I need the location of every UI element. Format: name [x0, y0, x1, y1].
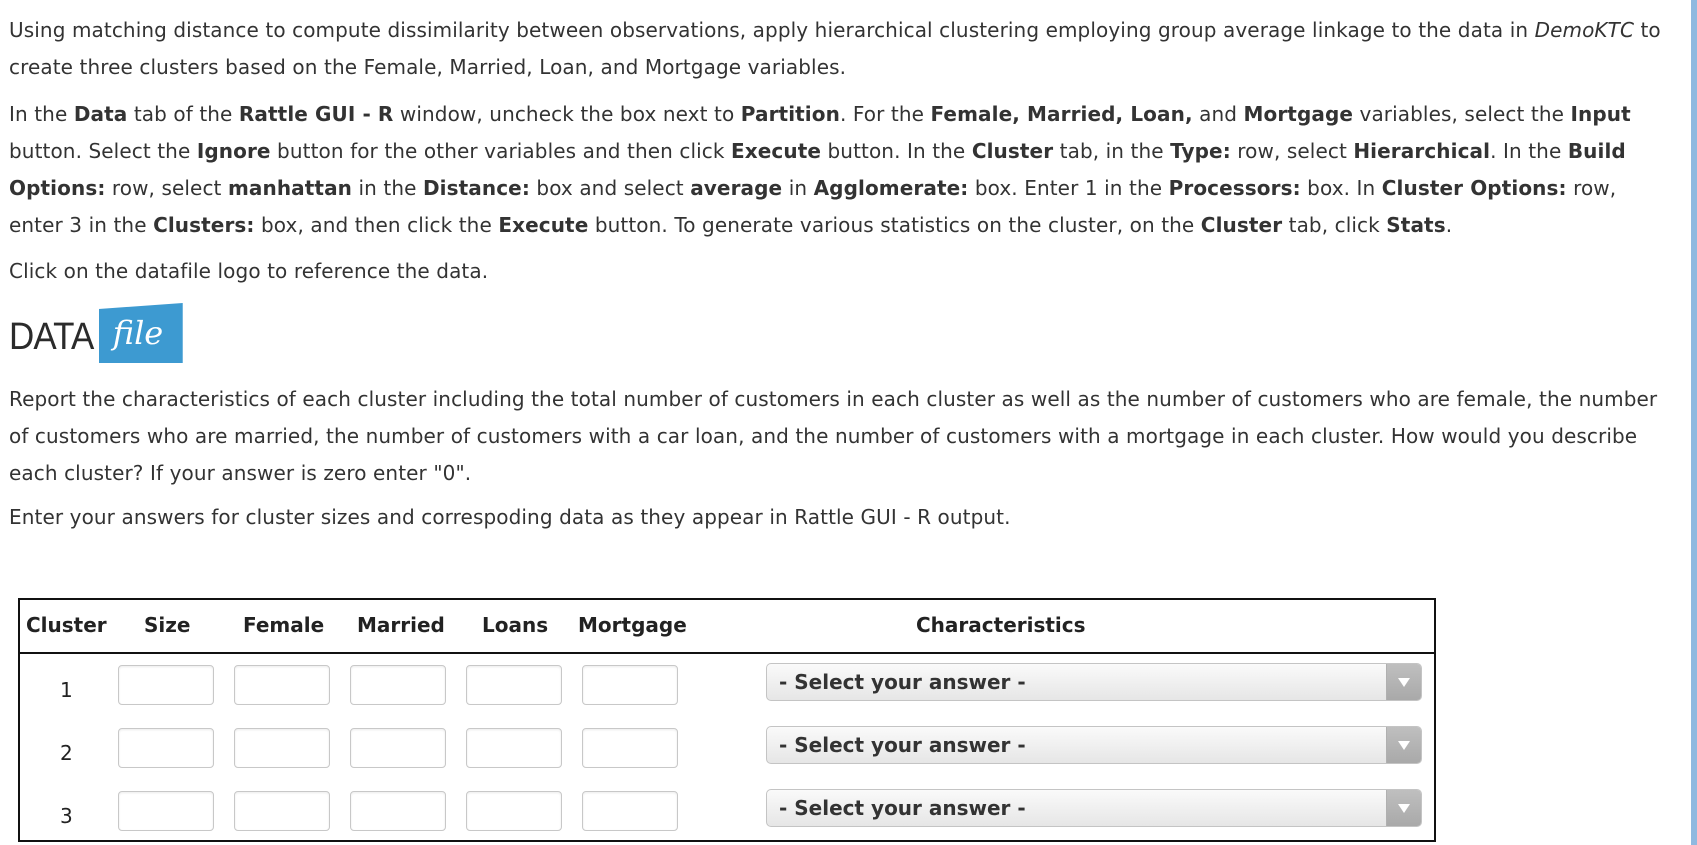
female-input[interactable]	[234, 728, 330, 768]
report-question: Report the characteristics of each cluster including the total number of customers in each cluster as well as the number of customers who are female, the number of customers who are married, the number of customers with a car loan, and the number of customers with a mortgage in each cluster. How would you describe each cluster? If your answer is zero enter "0".	[9, 387, 1658, 485]
married-input[interactable]	[350, 665, 446, 705]
datafile-logo[interactable]	[9, 303, 1669, 365]
cluster-number: 2	[60, 741, 73, 765]
instructions: In the Data tab of the Rattle GUI - R window, uncheck the box next to Partition. For the Female, Married, Loan, and Mortgage variables, select the Input button. Select the Ignore button for the other variables and then click Execute button. In the Cluster tab, in the Type: row, select Hierarchical. In the Build Options: row, select manhattan in the Distance: box and select average in Agglomerate: box. Enter 1 in the Processors: box. In Cluster Options: row, enter 3 in the Clusters: box, and then click the Execute button. To generate various statistics on the cluster, on the Cluster tab, click Stats.	[9, 102, 1631, 237]
size-input[interactable]	[118, 728, 214, 768]
problem-statement: Using matching distance to compute dissimilarity between observations, apply hierarchical clustering employing group average linkage to the data in DemoKTC to create three clusters based on the Female, Married, Loan, and Mortgage variables.	[9, 18, 1661, 79]
table-header	[20, 600, 1434, 654]
dropdown-selected-value: - Select your answer -	[779, 733, 1026, 757]
size-input[interactable]	[118, 791, 214, 831]
header-characteristics: Characteristics	[916, 613, 1086, 637]
header-female: Female	[243, 613, 325, 637]
chevron-down-icon[interactable]	[1386, 790, 1421, 826]
logo-data-text: DATA	[9, 316, 94, 358]
married-input[interactable]	[350, 791, 446, 831]
datafile-hint: Click on the datafile logo to reference the data.	[9, 259, 489, 283]
size-input[interactable]	[118, 665, 214, 705]
cluster-number: 1	[60, 678, 73, 702]
loans-input[interactable]	[466, 791, 562, 831]
dropdown-selected-value: - Select your answer -	[779, 670, 1026, 694]
characteristics-dropdown[interactable]	[766, 726, 1422, 764]
header-mortgage: Mortgage	[578, 613, 687, 637]
loans-input[interactable]	[466, 728, 562, 768]
header-size: Size	[144, 613, 191, 637]
characteristics-dropdown[interactable]	[766, 663, 1422, 701]
header-cluster: Cluster	[26, 613, 107, 637]
answer-instruction: Enter your answers for cluster sizes and correspoding data as they appear in Rattle GUI - R output.	[9, 505, 1011, 529]
dropdown-selected-value: - Select your answer -	[779, 796, 1026, 820]
loans-input[interactable]	[466, 665, 562, 705]
table-row	[20, 654, 1434, 717]
page-scroll-edge	[1691, 0, 1697, 845]
chevron-down-icon[interactable]	[1386, 727, 1421, 763]
mortgage-input[interactable]	[582, 665, 678, 705]
cluster-answer-table	[18, 598, 1436, 842]
header-loans: Loans	[482, 613, 549, 637]
table-row	[20, 717, 1434, 780]
female-input[interactable]	[234, 791, 330, 831]
question-content	[9, 12, 1669, 536]
characteristics-dropdown[interactable]	[766, 789, 1422, 827]
chevron-down-icon[interactable]	[1386, 664, 1421, 700]
cluster-number: 3	[60, 804, 73, 828]
folder-icon	[99, 303, 183, 365]
data-file-name: DemoKTC	[1534, 18, 1635, 42]
mortgage-input[interactable]	[582, 728, 678, 768]
table-row	[20, 780, 1434, 843]
header-married: Married	[357, 613, 445, 637]
mortgage-input[interactable]	[582, 791, 678, 831]
married-input[interactable]	[350, 728, 446, 768]
female-input[interactable]	[234, 665, 330, 705]
logo-file-text: file	[112, 314, 164, 352]
